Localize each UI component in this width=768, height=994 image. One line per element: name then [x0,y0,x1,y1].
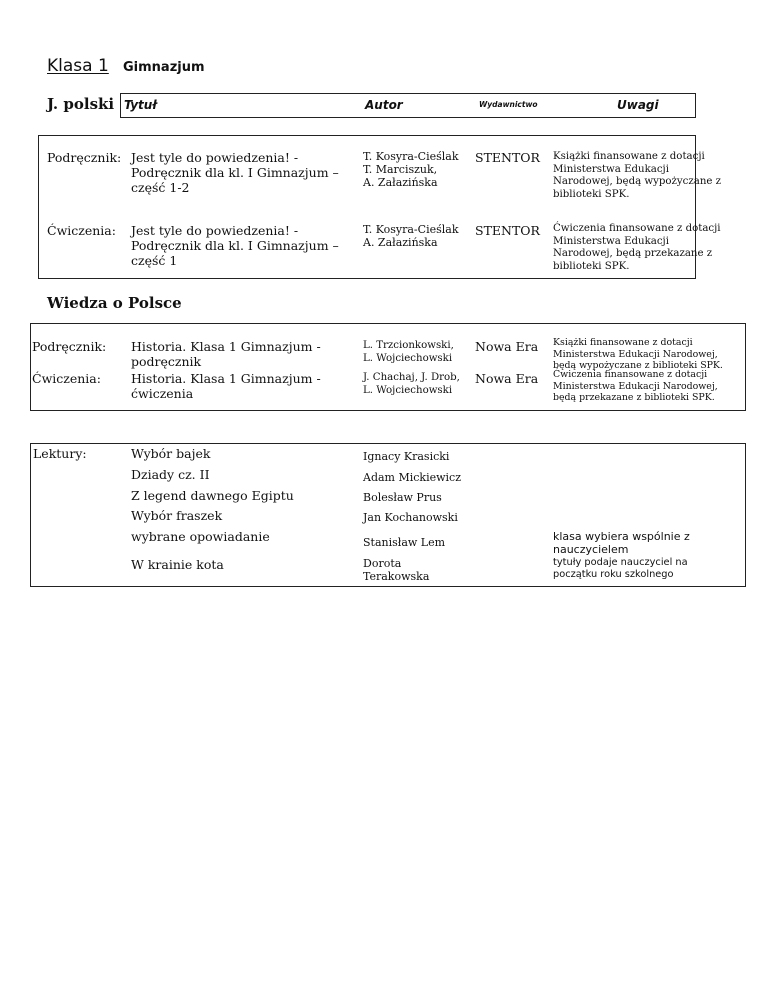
school-type: Gimnazjum [123,60,205,75]
column-header-author: Autor [365,98,403,112]
lektura-title: wybrane opowiadanie [131,529,270,544]
author-line: L. Trzcionkowski, [363,340,454,351]
lektury-note-class [553,530,690,556]
polski-row-1-author [363,150,458,189]
polski-row-2-author [363,223,458,249]
author-line: A. Załazińska [363,236,438,249]
title-line: część 1-2 [131,180,190,195]
title-line: podręcznik [131,354,202,369]
column-header-publisher: Wydawnictwo [479,100,538,109]
lektura-author: Stanisław Lem [363,536,446,549]
note-line: biblioteki SPK. [553,260,630,272]
note-line: klasa wybiera wspólnie z [553,530,690,543]
lektury-note-teacher [553,557,688,581]
title-line: Jest tyle do powiedzenia! - [131,150,299,165]
wos-row-2-title [131,371,321,401]
wos-row-1-label: Podręcznik: [32,339,107,354]
note-line: nauczycielem [553,543,629,556]
note-line: tytuły podaje nauczyciel na [553,557,688,568]
lektura-title: Z legend dawnego Egiptu [131,488,294,503]
wos-row-2-author [363,372,460,397]
wos-row-2-publisher: Nowa Era [475,371,539,386]
note-line: Ministerstwa Edukacji [553,163,669,175]
note-line: Narodowej, będą wypożyczane z [553,176,722,187]
author-line: T. Kosyra-Cieślak [363,150,459,163]
title-line: część 1 [131,253,178,268]
lektura-author: Bolesław Prus [363,491,442,504]
note-line: Ministerstwa Edukacji [553,235,669,247]
column-header-title: Tytuł [124,98,157,112]
note-line: Ministerstwa Edukacji Narodowej, [553,380,718,392]
author-line: Dorota [363,557,402,570]
author-line: Terakowska [363,570,430,583]
polski-row-2-notes [553,223,721,273]
author-line: T. Marciszuk, [363,163,438,176]
note-line: biblioteki SPK. [553,188,630,200]
note-line: Ministerstwa Edukacji Narodowej, [553,348,718,360]
lektura-author: Ignacy Krasicki [363,450,450,463]
column-header-notes: Uwagi [617,98,659,112]
title-line: Historia. Klasa 1 Gimnazjum - [131,371,321,386]
polski-row-1-title [131,150,339,195]
polski-row-1-publisher: STENTOR [475,150,540,165]
note-line: Ćwiczenia finansowane z dotacji [553,223,721,234]
subject-polski: J. polski [47,95,115,113]
author-line: A. Załazińska [363,176,438,189]
polski-row-2-label: Ćwiczenia: [47,223,116,238]
title-line: Podręcznik dla kl. I Gimnazjum – [131,165,339,180]
note-line: będą wypożyczane z biblioteki SPK. [553,360,723,371]
title-line: ćwiczenia [131,386,194,401]
note-line: początku roku szkolnego [553,569,674,580]
note-line: Narodowej, będą przekazane z [553,248,713,259]
polski-row-2-title [131,223,339,268]
note-line: będą przekazane z biblioteki SPK. [553,392,715,403]
note-line: Książki finansowane z dotacji [553,337,693,348]
polski-row-1-notes [553,151,721,201]
title-line: Jest tyle do powiedzenia! - [131,223,299,238]
wos-row-2-notes [553,369,718,404]
author-line: J. Chachaj, J. Drob, [363,372,460,383]
polski-row-1-label: Podręcznik: [47,150,122,165]
lektura-title: Dziady cz. II [131,467,210,482]
lektura-author: Adam Mickiewicz [363,471,461,484]
author-line: L. Wojciechowski [363,384,453,396]
lektury-label: Lektury: [33,446,87,461]
subject-wos: Wiedza o Polsce [47,294,182,312]
wos-row-1-author [363,340,454,365]
note-line: Ćwiczenia finansowane z dotacji [553,369,708,380]
column-header-row [120,93,696,118]
title-line: Historia. Klasa 1 Gimnazjum - [131,339,321,354]
lektura-title: Wybór bajek [131,446,211,461]
wos-row-2-label: Ćwiczenia: [32,371,101,386]
wos-row-1-title [131,339,321,369]
author-line: T. Kosyra-Cieślak [363,223,459,236]
lektura-title: Wybór fraszek [131,508,223,523]
class-title: Klasa 1 [47,56,109,76]
title-line: Podręcznik dla kl. I Gimnazjum – [131,238,339,253]
polski-row-2-publisher: STENTOR [475,223,540,238]
wos-row-1-publisher: Nowa Era [475,339,539,354]
note-line: Książki finansowane z dotacji [553,151,705,162]
lektura-author [363,557,429,583]
lektura-author: Jan Kochanowski [363,511,458,524]
lektura-title: W krainie kota [131,557,224,572]
wos-row-1-notes [553,337,723,372]
author-line: L. Wojciechowski [363,352,453,364]
